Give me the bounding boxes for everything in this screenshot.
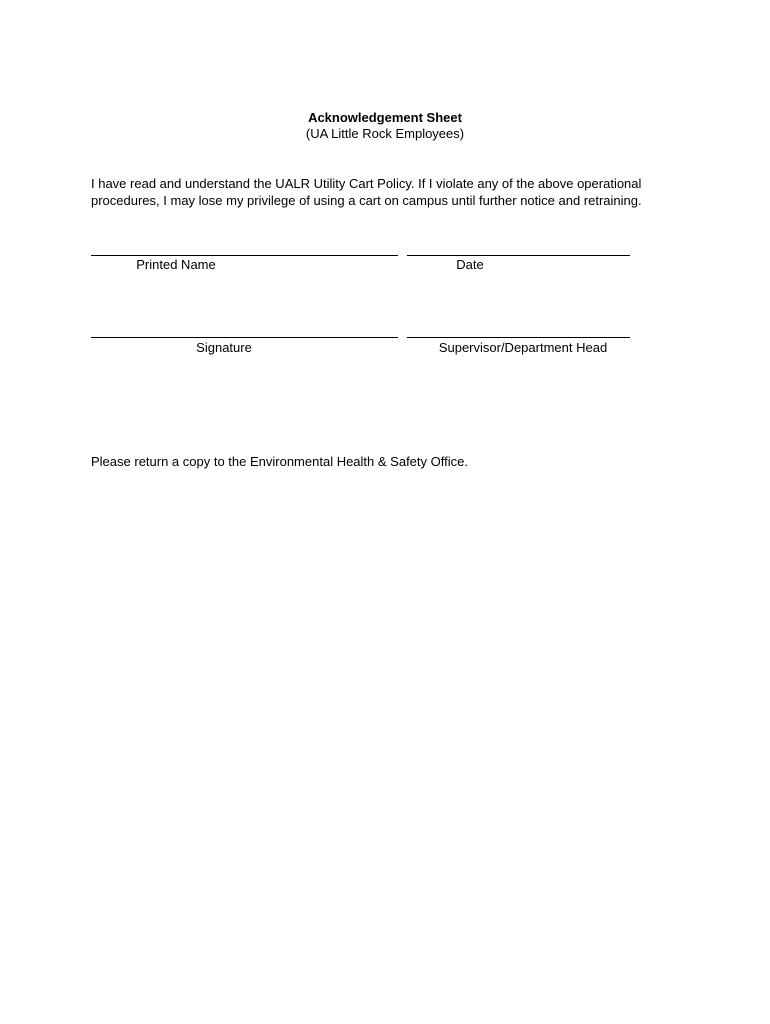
printed-name-line[interactable] xyxy=(91,255,398,256)
supervisor-line[interactable] xyxy=(407,337,630,338)
date-line[interactable] xyxy=(407,255,630,256)
return-instructions: Please return a copy to the Environmental Health & Safety Office. xyxy=(91,454,468,469)
signature-line[interactable] xyxy=(91,337,398,338)
document-title: Acknowledgement Sheet xyxy=(308,110,462,125)
supervisor-label: Supervisor/Department Head xyxy=(438,340,608,355)
policy-statement: I have read and understand the UALR Utility Cart Policy. If I violate any of the above operational procedures, I may lose my privilege of using a cart on campus until further notice and retraining. xyxy=(91,176,642,208)
signature-label: Signature xyxy=(196,340,252,355)
document-subtitle: (UA Little Rock Employees) xyxy=(305,126,465,141)
date-label: Date xyxy=(456,257,484,272)
printed-name-label: Printed Name xyxy=(136,257,216,272)
